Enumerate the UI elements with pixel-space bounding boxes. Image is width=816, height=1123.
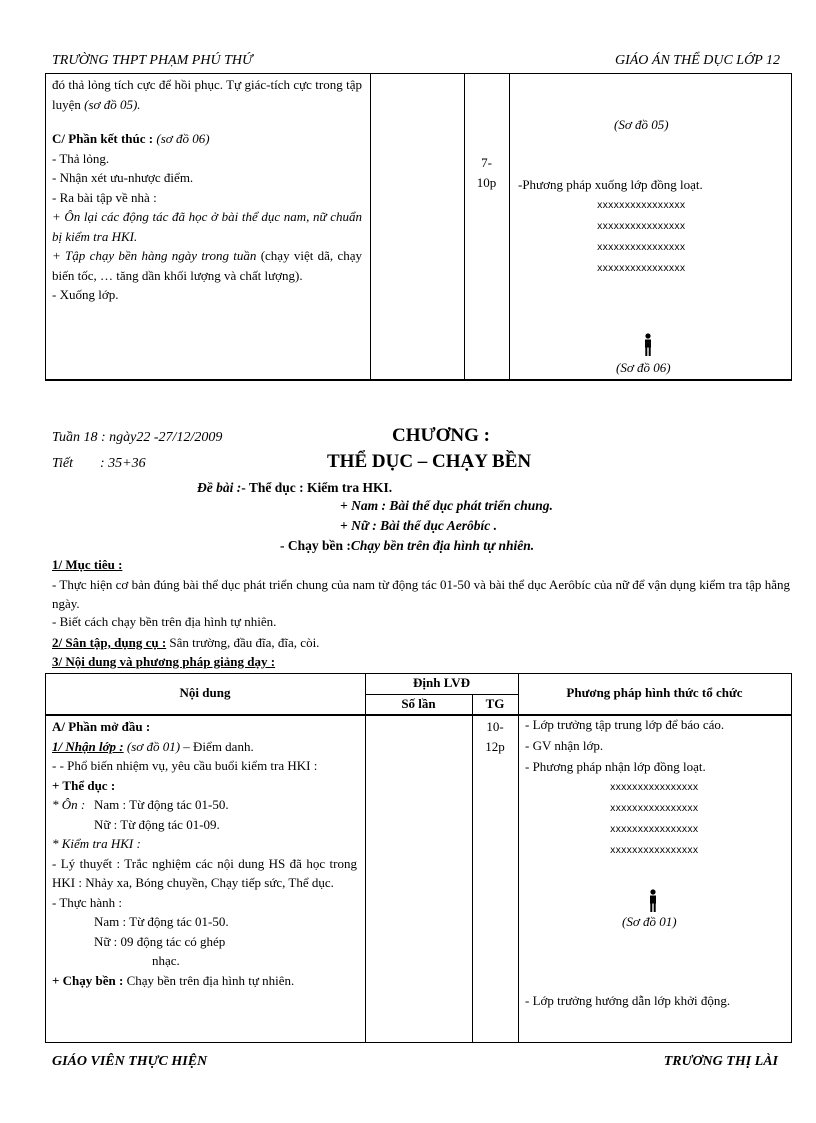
formation-row: xxxxxxxxxxxxxxxx xyxy=(596,242,686,253)
theory-text: - Lý thuyết : Trắc nghiệm các nội dung HS đã học trong HKI : Nhảy xa, Bóng chuyền, Chạy tiếp sức, Thể dục. xyxy=(52,855,357,890)
col-header-content: Nội dung xyxy=(179,685,231,700)
gym-label: + Thể dục : xyxy=(52,777,116,793)
item-relax: - Thả lỏng. xyxy=(52,150,110,166)
practice-female-2: nhạc. xyxy=(152,953,180,968)
homework-1: + Ôn lại các động tác đã học ở bài thể dục nam, nữ chuẩn bị kiểm tra HKI. xyxy=(52,209,362,244)
equipment-line xyxy=(52,635,319,651)
content-section-title: 3/ Nội dung và phương pháp giảng dạy : xyxy=(52,654,276,669)
section-c-title: C/ Phần kết thúc : xyxy=(52,131,154,146)
formation-row: xxxxxxxxxxxxxxxx xyxy=(609,803,699,814)
topic-line-4 xyxy=(280,538,534,554)
top-table xyxy=(45,73,792,380)
lesson-week: Tuần 18 : ngày22 -27/12/2009 xyxy=(52,430,223,445)
objectives-title: 1/ Mục tiêu : xyxy=(52,557,123,572)
run-value: Chạy bền trên địa hình tự nhiên. xyxy=(126,972,295,988)
formation-row: xxxxxxxxxxxxxxxx xyxy=(609,845,699,856)
item1-ref: (sơ đồ 01) xyxy=(126,738,181,754)
main-table xyxy=(45,673,792,1043)
homework-2-tail: (chạy việt dã, chạy biến tốc, … tăng dần khối lượng và chất lượng). xyxy=(52,248,362,283)
formation-01 xyxy=(589,777,719,861)
practice-male: Nam : Từ động tác 01-50. xyxy=(94,914,229,929)
main-method-cell xyxy=(519,717,791,1042)
main-time-1: 10- xyxy=(486,719,504,734)
topic-female: + Nữ : Bài thể dục Aerôbíc . xyxy=(340,518,498,533)
item-homework: - Ra bài tập về nhà : xyxy=(52,189,157,205)
method-line-4: - Lớp trưởng hướng dẫn lớp khởi động. xyxy=(525,993,731,1008)
formation-row: xxxxxxxxxxxxxxxx xyxy=(596,221,686,232)
main-content-cell xyxy=(52,717,357,990)
practice-label: - Thực hành : xyxy=(52,894,122,910)
teacher-person-icon xyxy=(642,333,654,357)
formation-row: xxxxxxxxxxxxxxxx xyxy=(609,782,699,793)
top-time-cell xyxy=(464,153,509,193)
review-label: * Ôn : xyxy=(52,797,86,812)
main-time-cell xyxy=(472,717,518,757)
main-time-2: 12p xyxy=(485,739,505,754)
teacher-person-icon xyxy=(647,889,659,913)
item2-text: - - Phổ biến nhiệm vụ, yêu cầu buổi kiểm tra HKI : xyxy=(52,758,318,773)
homework-2: + Tập chạy bền hàng ngày trong tuần xyxy=(52,248,257,263)
formation-row: xxxxxxxxxxxxxxxx xyxy=(596,200,686,211)
col-header-reps: Số lần xyxy=(401,696,436,711)
practice-female-1: Nữ : 09 động tác có ghép xyxy=(94,933,226,949)
footer-right: TRƯƠNG THỊ LÀI xyxy=(663,1054,778,1069)
method-line-2: - GV nhận lớp. xyxy=(525,738,604,753)
header-title: GIÁO ÁN THỂ DỤC LỚP 12 xyxy=(614,53,780,68)
lesson-period-label: Tiết xyxy=(52,456,74,471)
topic-male: + Nam : Bài thể dục phát triển chung. xyxy=(340,498,553,513)
diagram-ref: (sơ đồ 05). xyxy=(84,96,141,112)
formation-row: xxxxxxxxxxxxxxxx xyxy=(596,263,686,274)
top-method-cell xyxy=(510,73,791,379)
equipment-title: 2/ Sân tập, dụng cụ : xyxy=(52,635,167,650)
diagram-01-label: (Sơ đồ 01) xyxy=(622,914,677,929)
item-dismiss: - Xuống lớp. xyxy=(52,287,119,302)
diagram-06-label: (Sơ đồ 06) xyxy=(616,360,671,375)
objective-1: - Thực hiện cơ bản đúng bài thể dục phát triển chung của nam từ động tác 01-50 và bài thể dục Aerôbíc của nữ để vận dụng kiểm tra tập hằng ngày. xyxy=(52,577,790,611)
lesson-period-value: : 35+36 xyxy=(100,456,146,471)
topic-run-value: Chạy bền trên địa hình tự nhiên. xyxy=(350,538,535,553)
col-header-amount: Định LVĐ xyxy=(413,675,470,690)
section-a-title: A/ Phần mở đầu : xyxy=(52,719,151,734)
review-female: Nữ : Từ động tác 01-09. xyxy=(94,816,220,832)
item-review: - Nhận xét ưu-nhược điểm. xyxy=(52,170,194,185)
header-school: TRƯỜNG THPT PHẠM PHÚ THỨ xyxy=(52,53,253,68)
chapter-title: CHƯƠNG : xyxy=(392,425,490,446)
dismiss-method: -Phương pháp xuống lớp đồng loạt. xyxy=(518,177,703,192)
run-label: + Chạy bền : xyxy=(52,972,124,988)
col-header-method: Phương pháp hình thức tổ chức xyxy=(566,685,743,700)
item1-label: 1/ Nhận lớp : xyxy=(52,738,124,754)
review-male: Nam : Từ động tác 01-50. xyxy=(94,797,229,812)
top-content-cell xyxy=(52,75,362,305)
method-line-1: - Lớp trưởng tập trung lớp để báo cáo. xyxy=(525,717,725,732)
objective-2: - Biết cách chạy bền trên địa hình tự nhiên. xyxy=(52,614,277,629)
diagram-05-label: (Sơ đồ 05) xyxy=(614,117,669,132)
topic-label: Đề bài : xyxy=(197,480,242,495)
item1-rest: – Điểm danh. xyxy=(183,738,254,754)
formation-05 xyxy=(576,195,706,279)
top-time-2: 10p xyxy=(476,175,497,190)
topic-run-label: - Chạy bền : xyxy=(280,538,351,553)
content-continuation: đó thả lỏng tích cực để hồi phục. Tự giác-tích cực trong tập luyện xyxy=(52,77,362,112)
equipment-value: Sân trường, đầu đĩa, đĩa, còi. xyxy=(169,635,320,650)
topic-line-1 xyxy=(197,480,392,496)
section-c-ref: (sơ đồ 06) xyxy=(156,131,210,146)
footer-left: GIÁO VIÊN THỰC HIỆN xyxy=(52,1054,208,1069)
formation-row: xxxxxxxxxxxxxxxx xyxy=(609,824,699,835)
topic-gym: - Thể dục : Kiểm tra HKI. xyxy=(241,480,393,495)
test-label: * Kiểm tra HKI : xyxy=(52,836,141,851)
subject-title: THỂ DỤC – CHẠY BỀN xyxy=(327,451,532,472)
col-header-time: TG xyxy=(485,696,505,711)
method-line-3: - Phương pháp nhận lớp đồng loạt. xyxy=(525,759,706,774)
top-time-1: 7- xyxy=(481,155,492,170)
